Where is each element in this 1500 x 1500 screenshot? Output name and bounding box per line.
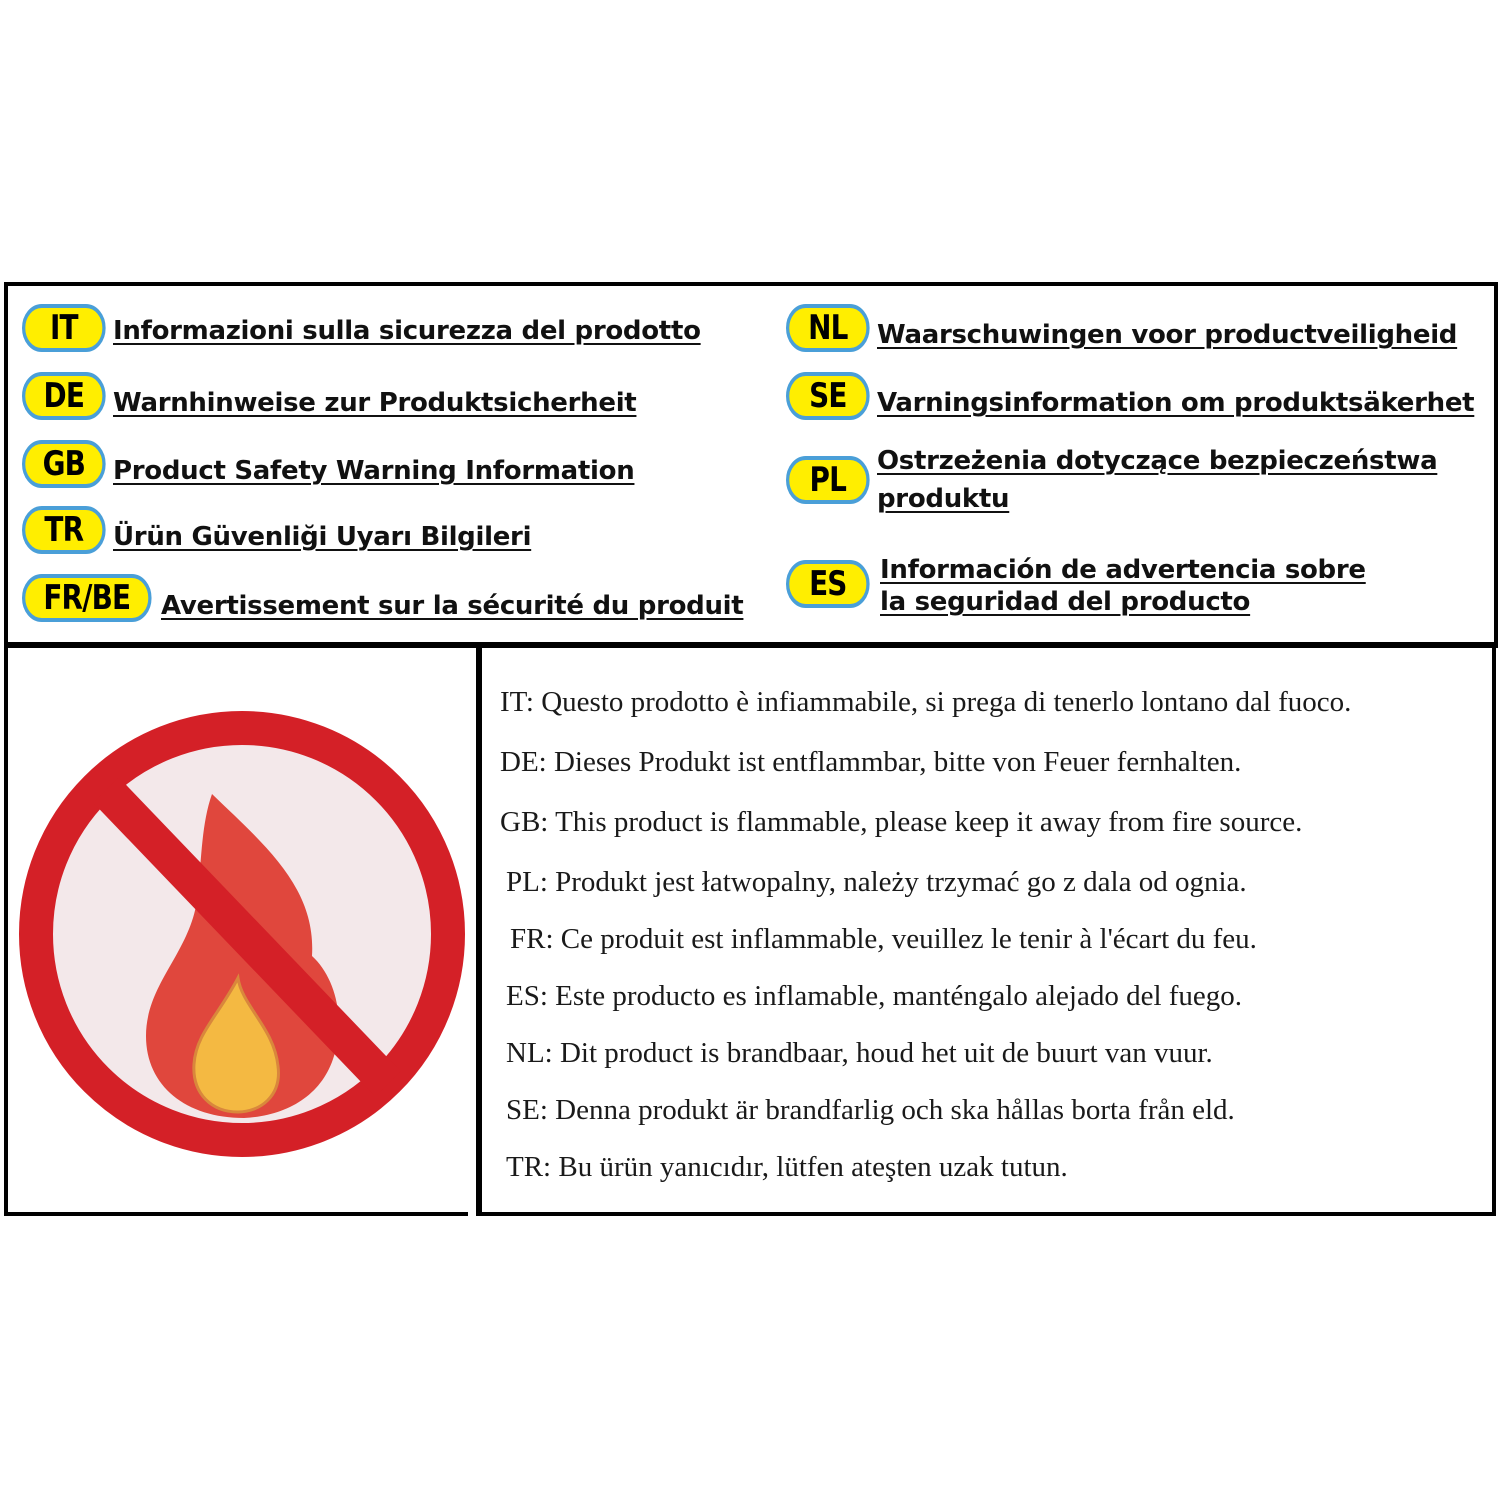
lang-row-pl bbox=[786, 446, 1438, 518]
messages-panel bbox=[476, 648, 1496, 1216]
lang-badge: FR/BE bbox=[22, 574, 152, 622]
lang-title: Waarschuwingen voor productveiligheid bbox=[877, 320, 1458, 350]
language-header-panel bbox=[4, 282, 1498, 648]
message-se: SE: Denna produkt är brandfarlig och ska hållas borta från eld. bbox=[506, 1094, 1235, 1126]
lang-title-line2: produktu bbox=[877, 484, 1010, 514]
message-pl: PL: Produkt jest łatwopalny, należy trzymać go z dala od ognia. bbox=[506, 866, 1247, 898]
lang-badge: ES bbox=[786, 560, 870, 608]
lang-row-gb bbox=[22, 440, 634, 488]
lang-badge: IT bbox=[22, 304, 106, 352]
message-nl: NL: Dit product is brandbaar, houd het uit de buurt van vuur. bbox=[506, 1037, 1213, 1069]
safety-sheet bbox=[4, 282, 1496, 1216]
message-de: DE: Dieses Produkt ist entflammbar, bitte von Feuer fernhalten. bbox=[500, 746, 1242, 778]
lang-title: Varningsinformation om produktsäkerhet bbox=[877, 388, 1475, 418]
lang-badge: PL bbox=[786, 456, 870, 504]
no-fire-icon bbox=[16, 656, 466, 1208]
lang-row-de bbox=[22, 372, 636, 420]
lang-title: Warnhinweise zur Produktsicherheit bbox=[113, 388, 637, 418]
lang-row-it bbox=[22, 304, 701, 352]
icon-panel bbox=[4, 648, 468, 1216]
lang-row-frbe bbox=[22, 574, 743, 622]
message-tr: TR: Bu ürün yanıcıdır, lütfen ateşten uzak tutun. bbox=[506, 1151, 1068, 1183]
message-fr: FR: Ce produit est inflammable, veuillez le tenir à l'écart du feu. bbox=[510, 923, 1257, 955]
lang-badge: DE bbox=[22, 372, 106, 420]
lang-title-line1: Información de advertencia sobre bbox=[880, 555, 1366, 585]
lang-title: Avertissement sur la sécurité du produit bbox=[161, 591, 744, 621]
lang-row-tr bbox=[22, 506, 531, 554]
lang-title: Ürün Güvenliği Uyarı Bilgileri bbox=[113, 522, 532, 552]
lang-title-block bbox=[877, 442, 1437, 518]
lang-row-es bbox=[786, 555, 1366, 618]
lang-badge: SE bbox=[786, 372, 870, 420]
lang-badge: GB bbox=[22, 440, 106, 488]
lang-title-block bbox=[880, 554, 1366, 618]
message-gb: GB: This product is flammable, please keep it away from fire source. bbox=[500, 806, 1303, 838]
lang-title-line1: Ostrzeżenia dotyczące bezpieczeństwa bbox=[877, 446, 1438, 476]
lang-badge: NL bbox=[786, 304, 870, 352]
lang-badge: TR bbox=[22, 506, 106, 554]
message-es: ES: Este producto es inflamable, manténgalo alejado del fuego. bbox=[506, 980, 1243, 1012]
lang-title: Product Safety Warning Information bbox=[113, 456, 635, 486]
lang-title-line2: la seguridad del producto bbox=[880, 587, 1251, 617]
lang-row-se bbox=[786, 372, 1474, 420]
lang-row-nl bbox=[786, 304, 1457, 352]
lang-title: Informazioni sulla sicurezza del prodotto bbox=[113, 316, 701, 346]
message-it: IT: Questo prodotto è infiammabile, si prega di tenerlo lontano dal fuoco. bbox=[500, 686, 1352, 718]
